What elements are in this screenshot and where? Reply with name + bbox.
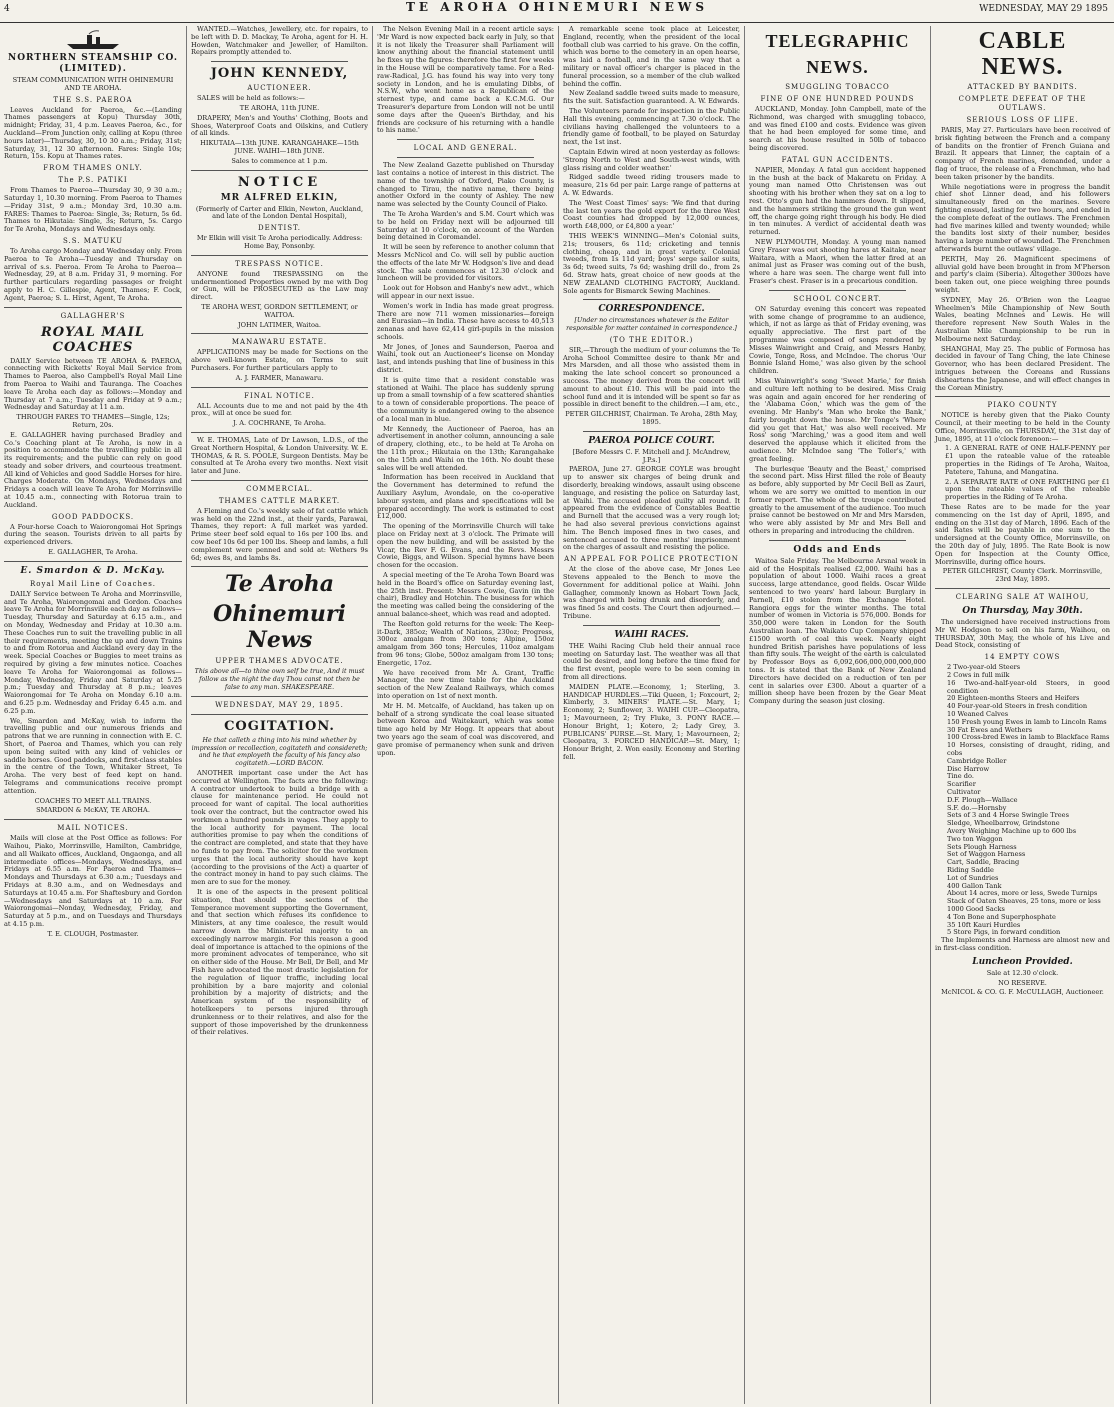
smardon-text: DAILY Service between Te Aroha and Morrinsville, and Te Aroha, Waiorongomai and Gordon. Coaches leave Te Aroha for Morrinsville each day as follows—Tuesday, Thursday and Saturday at 6.15 a.m., and on Monday, Wednesday and Friday at 10.30 a.m. These Coaches run to suit the travelling public in all their requirements, meeting the up and down Trains to and from Rotorua and Auckland every day in the week. Special Coaches or Buggies to meet trains as required by giving a few minutes notice. Coaches leave Te Aroha for Waiorongomai as follows—Monday, Wednesday, Friday and Saturday at 5.25 p.m.; Tuesday and Thursday at 8 p.m.; leaves Waiorongomai for Te Aroha on Monday 6.10 a.m. and 6.25 p.m. Wednesday and Friday 6.45 a.m. and 6.25 p.m. <box>4 589 182 715</box>
column-3 <box>372 26 558 1404</box>
school-concert-text: ON Saturday evening this concert was repeated with some change of programme to an audience, which, if not as large as that of Friday evening, was equally appreciative. The first part of the programme was composed of songs rendered by Misses Wainwright and Craig, and Messrs Hanby, Cowie, Tonge, Ross, and McIndoe. The chorus 'Our Bonnie Island Home,' was also given by the school children. <box>749 304 926 376</box>
masthead-title: TE AROHA OHINEMURI NEWS <box>405 0 709 14</box>
steamship-title: NORTHERN STEAMSHIP CO. (LIMITED). <box>7 53 178 74</box>
paper-motto: This above all—to thine own self be true, And it must follow as the night the day Thou canst not then be false to any man. SHAKESPEARE. <box>194 668 365 692</box>
paper-subtitle: UPPER THAMES ADVOCATE. <box>215 657 344 666</box>
final-notice-title: FINAL NOTICE. <box>244 391 315 400</box>
waihi-races-text: THE Waihi Racing Club held their annual race meeting on Saturday last. The weather was all that could be desired, and long before the time fixed for the first event, people were to be seen coming in from all directions. <box>563 641 740 681</box>
weather-forecast: Captain Edwin wired at noon yesterday as follows: 'Strong North to West and South-west winds, with glass rising and colder weather.' <box>563 147 740 172</box>
clearing-item: Cultivator <box>947 787 981 796</box>
clearing-item: Cambridge Roller <box>947 756 1007 765</box>
smardon-mckay-title: E. Smardon & D. McKay. <box>20 565 166 576</box>
wanted-notice: WANTED.—Watches, Jewellery, etc. for repairs, to be left with D. D. Mackay, Te Aroha, agent for H. H. Howden, Watchmaker and Jeweller, of Hamilton. Repairs promptly attended to. <box>191 26 368 57</box>
clearing-item: 16 Two-and-half-year-old Steers, in good condition <box>947 678 1110 695</box>
piako-notice-2: These Rates are to be made for the year commencing on the 1st day of April, 1895, and ending on the 31st day of March, 1896. Each of the said Rates will be payable in one sum to the undersigned at the County Office, Morrinsville, on the 20th day of July, 1895. The Rate Book is now Open for Inspection at the County Office, Morrinsville, during office hours. <box>935 503 1110 566</box>
local-item-reefton: The Reefton gold returns for the week: The Keep-it-Dark, 385oz; Wealth of Nations, 230oz; Progress, 300oz amalgam from 300 tons; Alpine, 150oz amalgam from 360 tons; Hercules, 110oz amalgam from 96 tons; Globe, 500oz amalgam from 130 tons; Energetic, 17oz. <box>377 619 554 667</box>
no-reserve: NO RESERVE. <box>998 978 1047 987</box>
appeal-text: At the close of the above case, Mr Jones Lee Stevens appealed to the Bench to move the Government for additional police at Waihi. John Gallagher, commonly known as Hobart Town Jack, was charged with being drunk and disorderly, and was fined 5s and costs. The Court then adjourned.—Tribune. <box>563 565 740 620</box>
local-item-india: Women's work in India has made great progress. There are now 711 women missionaries—foreign and Eurasian—in India. These have access to 40,513 zenanas and have 62,414 girl-pupils in the mission schools. <box>377 301 554 341</box>
ship-paeroa-name: THE S.S. PAEROA <box>53 95 133 104</box>
column-2 <box>186 26 372 1404</box>
fatal-accident-napier: NAPIER, Monday. A fatal gun accident happened in the bush at the back of Makaretu on Friday. A young man named Otto Christensen was out shooting with his brother when they sat on a log to rest. Otto's gun had the hammers down. It slipped, and the hammers striking the ground the gun went off, the charge going right through his body. He died in ten minutes. A verdict of accidental death was returned. <box>749 165 926 237</box>
kennedy-dates: HIKUTAIA—13th JUNE. KARANGAHAKE—15th JUNE. WAIHI—18th JUNE. <box>200 139 359 155</box>
cattle-market-text: A Fleming and Co.'s weekly sale of fat cattle which was held on the 22nd inst., at their yards, Parawai, Thames, they report: A full market was yarded. Prime steer beef sold equal to 16s per 100 lbs. and cow beef 10s 6d per 100 lbs. Sheep and lambs, a full complement were penned and sold at: Wethers 9s 6d; ewes 8s, and lambs 8s. <box>191 506 368 562</box>
odds-ends-title: Odds and Ends <box>793 544 882 555</box>
cable-subtitle-1: ATTACKED BY BANDITS. <box>967 83 1078 91</box>
piako-signature: PETER GILCHRIST, County Clerk. Morrinsville, 23rd May, 1895. <box>942 567 1103 584</box>
divider <box>191 696 368 697</box>
local-item-timetable: We have received from Mr A. Grant, Traffic Manager, the new time table for the Auckland section of the New Zealand Railways, which comes into operation on 1st of next month. <box>377 668 554 700</box>
local-item-coal-lease: Mr H. M. Metcalfe, of Auckland, has taken up on behalf of a strong syndicate the coal lease situated between Koroa and Waitekauri, which was some time ago held by Mr Hogg. It appears that about two years ago the seam of coal was discovered, and gave promise of permanency when sunk and driven upon. <box>377 701 554 757</box>
divider <box>583 625 720 626</box>
column-5 <box>744 26 930 1404</box>
clearing-item: 4 Ton Bone and Superphosphate <box>947 912 1056 921</box>
royal-mail-coaches-title: ROYAL MAIL COACHES <box>40 324 146 355</box>
column-4 <box>558 26 744 1404</box>
local-general-title: LOCAL AND GENERAL. <box>413 144 518 153</box>
masthead-date: WEDNESDAY, MAY 29 1895 <box>979 4 1108 14</box>
ship-paeroa-schedule: Leaves Auckland for Paeroa, &c.—(Landing Thames passengers at Kopu) Thursday 30th, midnight; Friday, 31, 4 p.m. Leaves Paeroa, &c., for Auckland—From Junction only, calling at Kopu (three hours later)—Thursday, 30, 10 30 a.m.; Friday, 31st; Saturday, 31, 12 30 afternoon. Fares: Single 10s; Return, 15s. Kopu at Thames rates. <box>4 105 183 161</box>
smuggling-title: SMUGGLING TOBACCO <box>785 83 890 91</box>
clearing-item: Riding Saddle <box>947 865 994 874</box>
clearing-item: Tine do. <box>947 772 974 781</box>
cable-paris-1: PARIS, May 27. Particulars have been received of brisk fighting between the French and a company of bandits on the frontier of French Guiana and Brazil. It appears that Linner, the captain of a company of French marines, demanded, under a flag of truce, the release of a Frenchman, who had been taken prisoner by the bandits. <box>935 126 1110 181</box>
divider <box>191 170 368 171</box>
clearing-item: Avery Weighing Machine up to 600 lbs <box>947 826 1077 835</box>
elkin-text: (Formerly of Carter and Elkin, Newton, Auckland, and late of the London Dental Hospital), <box>195 204 364 221</box>
volunteers-parade: The Volunteers parade for inspection in the Public Hall this evening, commencing at 7.30 o'clock. The civilians having challenged the volunteers to a friendly game of football, to be played on Saturday next, the 1st inst. <box>563 106 740 147</box>
paddock-text: A Four-horse Coach to Waiorongomai Hot Springs during the season. Tourists driven to all parts by experienced drivers. <box>4 522 182 547</box>
smardon-subtitle: Royal Mail Line of Coaches. <box>29 579 157 588</box>
clearing-item: 30 Fat Ewes and Wethers <box>947 725 1033 734</box>
trespass-signature: JOHN LATIMER, Waitoa. <box>237 320 322 329</box>
police-court-title: PAEROA POLICE COURT. <box>588 435 715 446</box>
local-item-church: The opening of the Morrinsville Church will take place on Friday next at 3 o'clock. The Primate will open the new building, and will be assisted by the Vicar, the Rev F. G. Evans, and the Revs. Messrs Cowie, Biggs, and Wilson. Special hymns have been chosen for the occasion. <box>377 522 554 570</box>
cogitation-title: COGITATION. <box>224 718 335 734</box>
clearing-item: Scarifier <box>947 780 976 789</box>
divider <box>769 540 906 541</box>
paper-date: WEDNESDAY, MAY 29, 1895. <box>215 700 344 709</box>
cable-paris-2: While negotiations were in progress the bandit chief shot Linner dead, and his followers simultaneously fired on the marines. Severe fighting ensued, lasting for two hours, and ended in the complete defeat of the outlaws. The Frenchmen had five marines killed and twenty wounded; while the bandits lost sixty of their number, besides having a large number of wounded. The Frenchmen afterwards burnt the outlaws' village. <box>935 182 1110 253</box>
clearing-item: Sledge, Wheelbarrow, Grindstone <box>947 819 1060 828</box>
clearing-lead-item: 14 EMPTY COWS <box>984 653 1061 662</box>
clearing-sale-text: The undersigned have received instructions from Mr W. Hodgson to sell on his farm, Waihou, on THURSDAY, 30th May, the whole of his Live and Dead Stock, consisting of <box>935 618 1110 650</box>
school-concert-text-2: Miss Wainwright's song 'Sweet Marie,' for finish and culture left nothing to be desired. Miss Craig was again and again encored for her rendering of the 'Alabama Coon,' which was the gem of the evening. Mr Hanby's 'Man who broke the Bank,' fairly brought down the house. Mr Tonge's 'Where did you get that Hat,' was also well received. Mr Ross' song 'Marching,' was a good item and well deserved the applause which it elicited from the audience. Mr McIndoe sang 'The Toller's,' with great feeling. <box>749 376 926 463</box>
piako-rate-1: 1. A GENERAL RATE of ONE HALF-PENNY per £1 upon the rateable value of the rateable properties in the Ridings of Te Aroha, Waitoa, Patetere, Tahuna, and Mangatina. <box>945 444 1110 476</box>
divider <box>191 714 368 715</box>
masthead <box>0 0 1114 23</box>
clearing-item: Sets of 3 and 4 Horse Swingle Trees <box>947 811 1069 820</box>
divider <box>191 387 368 388</box>
clearing-item: 2 Two-year-old Steers <box>947 663 1021 672</box>
clearing-item: Stack of Oaten Sheaves, 25 tons, more or less <box>947 897 1101 906</box>
smuggling-text: AUCKLAND, Monday. John Campbell, mate of the Richmond, was charged with smuggling tobacco, and was fined £100 and costs. Evidence was given that he had been employed for some time, and search at his house resulted in 50lb of tobacco being discovered. <box>749 105 926 152</box>
ship-patiki-name: The P.S. PATIKI <box>58 176 128 185</box>
clearing-item: 40 Four-year-old Steers in fresh condition <box>947 702 1088 711</box>
coach-signature: E. GALLAGHER, Te Aroha. <box>48 548 138 557</box>
local-item-auction: It will be seen by reference to another column that Messrs McNicol and Co. will sell by public auction the effects of the late Mr W. Hodgson's live and dead stock. The sale commences at 12.30 o'clock and luncheon will be provided for visitors. <box>377 243 554 283</box>
local-item-asylum: Information has been received in Auckland that the Government has determined to refund the Auxiliary Asylum, Avondale, on the co-operative labour system, and plans and specifications will be prepared accordingly. The work is estimated to cost £12,000. <box>377 473 554 521</box>
clearing-signature: McNICOL & CO. G. F. McCULLAGH, Auctioneer. <box>941 988 1104 997</box>
telegraphic-news-title: TELEGRAPHIC NEWS. <box>765 31 910 77</box>
column-1 <box>0 26 186 1404</box>
cable-perth: PERTH, May 26. Magnificent specimens of alluvial gold have been brought in from M'Pherson and party's claim (Siberia). Altogether 300ozs have been taken out, one piece weighing three pounds weight. <box>935 254 1110 294</box>
clearing-item: Disc Harrow <box>947 764 990 773</box>
commercial-title: COMMERCIAL. <box>246 484 313 493</box>
trespass-properties: TE AROHA WEST, GORDON SETTLEMENT, or WAITOA. <box>201 302 358 319</box>
trespass-text: ANYONE found TRESPASSING on the undermentioned Properties owned by me with Dog or Gun, will be PROSECUTED as the Law may direct. <box>191 269 368 302</box>
nelson-mail-article: The Nelson Evening Mail in a recent article says: 'Mr Ward is now expected back early in July, so that it is not likely the Treasurer shall Parliament will know anything about the financial statement until he fixes up the figures: therefore the first few weeks in the House will be comparatively tame. For a Red-raw-Radical, J.G. has found his way into very tony society in London, and he is emulating Dibbs, of N.S.W., who went home as a Republican of the sternest type, and came back a K.C.M.G. Our Treasurer's departure from London will not be until some days after the Queen's Birthday, and his friends are cocksure of his returning with a handle to his name.' <box>377 26 554 135</box>
cable-subtitle-2: COMPLETE DEFEAT OF THE OUTLAWS. <box>958 95 1087 112</box>
clearing-item: 20 Eighteen-months Steers and Heifers <box>947 694 1080 703</box>
clearing-item: Sets Plough Harness <box>947 842 1017 851</box>
clearing-item: 1000 Good Sacks <box>947 904 1005 913</box>
steamship-subtitle: STEAM COMMUNICATION WITH OHINEMURI AND TE AROHA. <box>12 76 174 92</box>
clearing-item: 10 Weaned Calves <box>947 710 1009 718</box>
school-concert-title: SCHOOL CONCERT. <box>793 294 882 303</box>
clearing-item: Lot of Sundries <box>947 873 999 882</box>
cable-sydney: SYDNEY, May 26. O'Brien won the League Wheelmen's Mile Championship of New South Wales, beating McInnes and Lewis. He will therefore represent New South Wales in the Australian Mile Championship to be run in Melbourne next Saturday. <box>935 295 1110 343</box>
kennedy-subtitle: AUCTIONEER. <box>247 84 312 93</box>
local-item-town-board: A special meeting of the Te Aroha Town Board was held in the Board's office on Saturday evening last, the 25th inst. Present: Messrs Cowie, Gavin (in the chair), Bradley and Hotchin. The business for which the meeting was called being the considering of the annual balance-sheet, which was read and adopted. <box>377 571 554 618</box>
clearing-sale-text-2: The Implements and Harness are almost new and in first-class condition. <box>935 936 1110 952</box>
local-item-gazette: The New Zealand Gazette published on Thursday last contains a notice of interest in this district. The name of the township of Oxford, Piako County, is changed to Tirau, the native name, there being another Oxford in the county of Ashley. The new name was selected by the County Council of Piako. <box>377 161 554 209</box>
manawaru-text: APPLICATIONS may be made for Sections on the above well-known Estate, on Terms to suit Purchasers. For further particulars apply to <box>191 348 368 372</box>
final-notice-signature: J. A. COCHRANE, Te Aroha. <box>232 419 327 428</box>
divider <box>935 396 1110 397</box>
clearing-item: 35 10ft Kauri Hurdles <box>947 920 1021 929</box>
coach-service-text: DAILY Service between TE AROHA & PAEROA, connecting with Ricketts' Royal Mail Service from Thames to Paeroa, also Campbell's Royal Mail Line from Paeroa to Waihi and Tauranga. The Coaches leave Te Aroha each day as follows:—Monday and Thursday at 7 a.m.; Tuesday and Friday at 9 a.m.; Wednesday and Saturday at 11 a.m. <box>4 356 182 412</box>
police-court-text: PAEROA, June 27. GEORGE COYLE was brought up to answer six charges of being drunk and disorderly, breaking windows, assault using obscene language, and resisting the police on Saturday last, at Waihi. The accused pleaded guilty all round. It appeared from the evidence of Constables Beattie and Burnell that the accused was a very rough lot; he had also several previous convictions against him. The Bench imposed fines in two cases, and sentenced accused to three months' imprisonment on the charges of assault and resisting the police. <box>563 465 740 552</box>
final-notice-text: ALL Accounts due to me and not paid by the 4th prox., will at once be sued for. <box>191 401 368 418</box>
good-paddocks-heading: GOOD PADDOCKS. <box>51 512 135 521</box>
cogitation-text: ANOTHER important case under the Act has occurred at Wellington. The facts are the following: A contractor undertook to build a bridge with a clause for maintenance period. He could not proceed for want of capital. The local authorities took over the contract, but the contractor owed his workmen a hundred pounds in wages. They apply to the local authority for payment. The local authorities promise to pay when the conditions of the contract are completed, and state that they have no funds to pay from. The solicitor for the workmen urges that the local authority should have kept (according to the provisions of the Act) a quarter of the contract money in hand to pay such claims. The men are to sue for the money. <box>191 769 368 887</box>
smardon-text-2: We, Smardon and McKay, wish to inform the travelling public and our numerous friends and patrons that we are running in connection with E. C. Short, of Paeroa and Thames, which you can rely upon being suited with any kind of vehicles or saddle horses. Good paddocks, and first-class stables in the centre of the Town, Whitaker Street, Te Aroha. The very best of feed kept on hand. Telegrams and communications receive prompt attention. <box>4 716 182 795</box>
divider <box>191 255 368 256</box>
trespass-title: TRESPASS NOTICE. <box>235 259 324 268</box>
clearing-item: 150 Fresh young Ewes in lamb to Lincoln Rams <box>947 717 1107 726</box>
kennedy-title: JOHN KENNEDY, <box>210 66 349 82</box>
clearing-item: D.F. Plough—Wallace <box>947 795 1018 804</box>
clearing-item: S.F. do.—Hornsby <box>947 803 1007 812</box>
fatal-accidents-title: FATAL GUN ACCIDENTS. <box>781 155 894 164</box>
clearing-item: 400 Gallon Tank <box>947 881 1002 890</box>
kennedy-text: SALES will be held as follows:— <box>197 94 305 103</box>
ship-patiki-schedule: From Thames to Paeroa—Thursday 30, 9 30 a.m.; Saturday 1, 10.30 morning. From Paeroa to Thames—Friday 31st, 9 a.m.; Monday 3rd, 10.30 a.m. FARES: Thames to Paeroa: Single, 3s; Return, 5s 6d. Thames to Hikutaia: Single, 3s; Return, 5s. Cargo for Te Aroha, Mondays and Wednesdays only. <box>4 186 182 234</box>
waihi-races-title: WAIHI RACES. <box>614 629 689 640</box>
steamship-icon <box>63 28 123 50</box>
school-concert-text-3: The burlesque 'Beauty and the Beast,' comprised the second part. Miss Hirst filled the role of Beauty as before, ably supported by Mr Cecil Bell as Zauri, whom we are sorry we omitted to mention in our former report. The whole of the troupe contributed greatly to the amusement of the audience. Too much praise cannot be bestowed on Mr and Mrs Marsden, who were ably assisted by Mr and Mrs Bell and others in preparing and introducing the children. <box>749 464 926 536</box>
paper-title-line-2: Ohinemuri News <box>213 601 346 654</box>
local-item-jones: Mr Jones, of Jones and Saunderson, Paeroa and Waihi, took out an Auctioneer's license on Monday last, and intends pushing that line of business in this district. <box>377 342 554 375</box>
paper-title-line-1: Te Aroha <box>224 571 335 598</box>
tweed-suits-advert: New Zealand saddle tweed suits made to measure, fits the suit. Satisfaction guaranteed. A. W. Edwards. <box>563 89 740 106</box>
trousers-advert: Ridged saddle tweed riding trousers made to measure, 21s 6d per pair. Large range of patterns at A. W. Edwards. <box>563 173 740 197</box>
correspondence-note: [Under no circumstances whatever is the Editor responsible for matter contained in correspondence.] <box>566 317 737 333</box>
local-item-constable: It is quite time that a resident constable was stationed at Waihi. The place has suddenly sprung up from a small township of a few scattered shanties to a town of considerable proportions. The peace of the community is endangered owing to the absence of a local man in blue. <box>377 375 554 423</box>
divider <box>583 299 720 300</box>
clearing-item: 100 Cross-bred Ewes in lamb to Blackface Rams <box>947 733 1110 742</box>
divider <box>397 157 534 158</box>
elkin-role: DENTIST. <box>258 224 301 233</box>
piako-notice: NOTICE is hereby given that the Piako County Council, at their meeting to be held in the County Office, Morrinsville, on THURSDAY, the 31st day of June, 1895, at 11 o'clock forenoon:— <box>935 411 1110 443</box>
manawaru-signature: A. J. FARMER, Manawaru. <box>235 373 324 382</box>
clearing-sale-date: On Thursday, May 30th. <box>962 606 1083 617</box>
divider <box>4 819 182 820</box>
divider <box>191 333 368 334</box>
luncheon-provided: Luncheon Provided. <box>972 956 1073 967</box>
appeal-title: AN APPEAL FOR POLICE PROTECTION <box>564 555 739 564</box>
to-editor-heading: (TO THE EDITOR.) <box>609 335 694 344</box>
smuggling-subtitle: FINE OF ONE HUNDRED POUNDS <box>760 95 915 103</box>
ship-matuku-name: S.S. MATUKU <box>62 236 124 245</box>
cable-subtitle-3: SERIOUS LOSS OF LIFE. <box>966 116 1079 124</box>
cogitation-quote: He that calleth a thing into his mind whether by impression or recollection, cogitateth and considereth; and he that employeth the faculty of his fancy also cogitateth.—LORD BACON. <box>191 736 368 768</box>
page-number: 4 <box>4 4 10 14</box>
column-6 <box>930 26 1114 1404</box>
clearing-items-list <box>935 664 1110 937</box>
kennedy-text-2: DRAPERY, Men's and Youths' Clothing, Boots and Shoes, Waterproof Coats and Oilskins, and Cutlery of all kinds. <box>191 113 368 138</box>
mail-signature: T. E. CLOUGH, Postmaster. <box>47 929 139 938</box>
kennedy-time: Sales to commence at 1 p.m. <box>231 156 328 165</box>
leicester-funeral: A remarkable scene took place at Leicester, England, recently, when the president of the local football club was carried to his grave. On the coffin, which was borne to the cemetery in an open hearse, was laid a football, and in the same way that a military or naval officer's charger is placed in the funeral procession, so a member of the club walked behind the coffin. <box>563 26 740 88</box>
correspondence-letter: SIR,—Through the medium of your columns the Te Aroha School Committee desire to thank Mr and Mrs Marsden, and all those who assisted them in making the late school concert so pronounced a success. The money derived from the concert will amount to about £10. This will be paid into the school fund and it is intended will be spent so far as possible in direct benefit to the children.—I am, etc., <box>563 345 740 409</box>
clearing-item: Set of Waggon Harness <box>947 850 1026 859</box>
cable-news-title: CABLE NEWS. <box>978 28 1067 80</box>
divider <box>211 61 348 62</box>
clearing-item: 2 Cows in full milk <box>947 671 1010 680</box>
kennedy-place: TE AROHA, 11th JUNE. <box>239 103 320 112</box>
correspondence-title: CORRESPONDENCE. <box>598 304 705 315</box>
divider <box>191 432 368 433</box>
clearing-sale-title: CLEARING SALE AT WAIHOU, <box>955 593 1090 602</box>
local-item-advt: Look out for Hobson and Hanby's new advt., which will appear in our next issue. <box>377 284 554 300</box>
clearing-item: 10 Horses, consisting of draught, riding, and cobs <box>947 741 1110 757</box>
from-thames-heading: FROM THAMES ONLY. <box>43 164 143 173</box>
clearing-item: About 14 acres, more or less, Swede Turnips <box>947 889 1098 898</box>
local-item-kennedy: Mr Kennedy, the Auctioneer of Paeroa, has an advertisement in another column, announcing a sale of drapery, clothing, etc., to be held at Te Aroha on the 11th prox.; Hikutaia on the 13th; Karangahake on the 15th and Waihi on the 16th. No doubt these sales will be well attended. <box>377 424 554 472</box>
coach-service-text-2: E. GALLAGHER having purchased Bradley and Co.'s Coaching plant at Te Aroha, is now in a position to accommodate the travelling public in all its requirements; and the public can rely on good steady and sober drivers, and courteous treatment. All kind of Vehicles and good Saddle Horses for hire. Charges Moderate. On Mondays, Wednesdays and Fridays a coach will leave Te Aroha for Morrinsville at 10.45 a.m., connecting with Rotorua train to Auckland. <box>4 430 182 509</box>
piako-rate-2: 2. A SEPARATE RATE of ONE FARTHING per £1 upon the rateable values of the rateable properties in the Riding of Te Aroha. <box>945 477 1110 502</box>
mail-notices-text: Mails will close at the Post Office as follows: For Waihou, Piako, Morrinsville, Hamilton, Cambridge, and all Waikato offices, Auckland, Ongaonga, and all intermediate offices—Mondays, Wednesdays, and Fridays at 6.55 a.m. For Paeroa and Thames—Mondays and Thursdays at 6.30 a.m.; Tuesdays and Fridays at 8.30 a.m., and on Wednesdays and Saturdays at 10.45 a.m. For Shaftesbury and Gordon—Wednesdays and Saturdays at 10 a.m. For Waiorongomai—Nonday, Wednesday, Friday, and Saturday at 5 p.m., and on Tuesdays and Thursdays at 4.15 p.m. <box>4 834 182 928</box>
notice-title: NOTICE <box>237 174 322 190</box>
manawaru-title: MANAWARU ESTATE. <box>231 338 328 347</box>
smardon-address: SMARDON & McKAY, TE AROHA. <box>36 806 150 815</box>
thames-cattle-title: THAMES CATTLE MARKET. <box>218 496 341 505</box>
clearing-item: 5 Store Pigs, in forward condition <box>947 928 1061 937</box>
sale-time: Sale at 12.30 o'clock. <box>986 968 1059 977</box>
local-item-court: The Te Aroha Warden's and S.M. Court which was to be held on Friday next will be adjourned till Saturday at 10 o'clock, on account of the Warden being detained in Coromandel. <box>377 209 554 242</box>
thomas-dentists: W. E. THOMAS, Late of Dr Lawson, L.D.S., of the Great Northern Hospital, & London University. W. E. THOMAS, & R. S. POOLE, Surgeon Dentists. May be consulted at Te Aroha every two months. Next visit later and June. <box>191 435 368 476</box>
cogitation-text-2: It is one of the aspects in the present political situation, that should the sections of the Temperance movement supporting the Government, and that section which refuses its confidence to Ministers, at any time coalesce, the result would narrow down the Ministerial majority to an exceedingly narrow margin. For this reason a good deal of importance is attached to the opinions of the more prominent advocates of temperance, who sit on either side of the House. Mr Bell, Dr Bell, and Mr Fish have advocated the most drastic legislation for the regulation of liquor traffic, including local prohibition by a bare majority and colonial prohibition by a majority of districts; and the American system of the responsibility of hotelkeepers to persons injured through drunkenness or to their relatives, and also for the support of those impoverished by the drunkenness of their relatives. <box>191 888 368 1037</box>
west-coast-gold: The 'West Coast Times' says: 'We find that during the last ten years the gold export for the three West Coast counties had dropped by 12,000 ounces, worth £48,000, or £4,800 a year.' <box>563 198 740 231</box>
divider <box>935 588 1110 589</box>
divider <box>191 480 368 481</box>
mail-notices-heading: MAIL NOTICES. <box>57 824 129 833</box>
elkin-text-2: Mr Elkin will visit Te Aroha periodically. Address: Home Bay, Ponsonby. <box>196 234 363 250</box>
waihi-races-results: MAIDEN PLATE.—Economy, 1; Sterling, 3. HANDICAP HURDLES.—Tiki Queen, 1; Foxcourt, 2; Kimberly, 3. MINERS' PLATE.—St. Mary, 1; Economy, 2; Sunflower, 3. WAIHI CUP.—Cleopatra, 1; Mavourneen, 2; Try Fluke, 3. PONY RACE.—Honour Bright, 1; Kotero, 2; Lady Grey, 3. PUBLICANS' PURSE.—St. Mary, 1; Mavourneen, 2; Cleopatra, 3. FORCED HANDICAP.—St. Mary, 1; Honour Bright, 2. Won easily. Economy and Sterling fell. <box>563 682 740 761</box>
coach-owner: GALLAGHER'S <box>60 311 126 320</box>
clearing-item: Cart, Saddle, Bracing <box>947 858 1020 867</box>
divider <box>397 139 534 140</box>
police-court-bench: [Before Messrs C. F. Mitchell and J. McAndrew, J.P.s.] <box>572 447 731 464</box>
divider <box>583 431 720 432</box>
divider <box>4 307 182 308</box>
correspondence-signature: PETER GILCHRIST, Chairman. Te Aroha, 28th May, 1895. <box>565 410 738 427</box>
clothing-factory-advert: THIS WEEK'S WINNING—Men's Colonial suits, 21s; trousers, 6s 11d; cricketing and tennis clothing, cheap, and in great variety. Colonial tweeds, from 1s 11d yard; boys' serge sailor suits, 3s 6d; tweed suits, 7s 6d; washing drill do., from 2s 6d. Straw hats, great choice of new goods at the NEW ZEALAND CLOTHING FACTORY, Auckland. Sole agents for Bismarck Sewing Machines. <box>563 231 740 295</box>
piako-county-title: PIAKO COUNTY <box>987 401 1058 410</box>
divider <box>191 566 368 567</box>
fatal-accident-new-plymouth: NEW PLYMOUTH, Monday. A young man named Grey Fraser was out shooting hares at Kaitake, near Waitara, with a Maori, when the latter fired at an animal just as Fraser was coming out of the bush, where a hare was seen. The charge went full into Fraser's chest. Fraser is in a precarious condition. <box>749 237 926 285</box>
elkin-title: MR ALFRED ELKIN, <box>220 192 339 203</box>
divider <box>769 290 906 291</box>
cable-shanghai: SHANGHAI, May 25. The public of Formosa has decided in favour of Tang Ching, the late Chinese Governor, who has been declared President. The intrigues between the Coreans and Russians disheartens the Japanese, and will effect changes in the Corean Ministry. <box>935 344 1110 392</box>
through-fares: THROUGH FARES TO THAMES—Single, 12s; Return, 20s. <box>16 413 170 429</box>
ship-matuku-schedule: To Aroha cargo Monday and Wednesday only. From Paeroa to Te Aroha—Tuesday and Thursday on arrival of s.s. Paeroa. From Te Aroha to Paeroa—Wednesday, 29, at 8 a.m. Friday 31, 9 morning. For further particulars regarding passages or freight apply to H. C. Gillespie, Agent, Thames; F. Cock, Agent, Paeroa; S. L. Hirst, Agent, Te Aroha. <box>4 246 182 302</box>
divider <box>4 561 182 562</box>
coaches-meet-trains: COACHES TO MEET ALL TRAINS. <box>34 796 152 805</box>
odds-ends-text: Waitoa Sale Friday. The Melbourne Arsnal week in aid of the Hospitals realised £2,000. Waihi has a population of about 1000. Waihi races a great success, large attendance, good fields. Oscar Wilde sentenced to two years' hard labour. Burglary in Parnell, £10 stolen from the Exchange Hotel. Rangiora eggs for the winter months. The total number of women in Victoria is 576,000. Bonds for 350,000 were taken in London for the South Australian loan. The Waikato Cup Company shipped £1500 worth of coal this week. Nearly eight hundred British parishes have populations of less than fifty souls. The weight of the earth is calculated by Professor Boys as 6,092,606,000,000,000,000 tons. It is stated that the Bank of New Zealand Directors have decided on a reduction of ten per cent in salaries over £300. About a quarter of a million sheep have been frozen by the Gear Meat Company during the season just closing. <box>749 556 926 706</box>
clearing-item: Two ton Waggon <box>947 834 1003 843</box>
